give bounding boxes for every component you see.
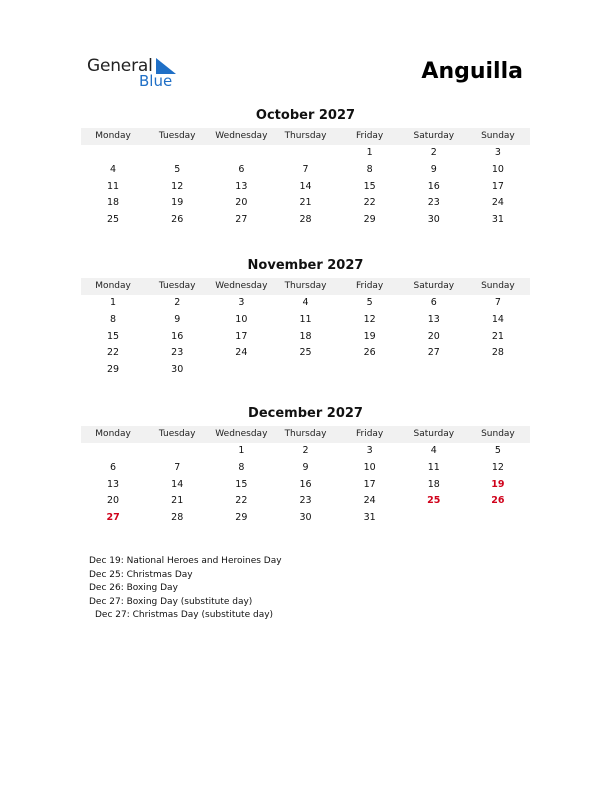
day-cell: 17 [235,330,248,342]
day-cell: 11 [107,180,120,192]
month-title: November 2027 [247,258,364,273]
day-cell: 19 [171,197,184,209]
day-cell: 29 [107,364,120,376]
weekday-header: Thursday [284,281,327,291]
day-cell: 14 [171,478,184,490]
week-row [81,312,530,329]
week-row [81,329,530,346]
day-cell: 13 [235,180,248,192]
day-cell: 12 [363,313,376,325]
day-cell: 24 [491,197,504,209]
day-cell: 28 [491,347,504,359]
day-cell: 23 [427,197,440,209]
day-cell: 23 [171,347,184,359]
day-cell [81,145,145,162]
holiday-notes [89,555,282,623]
day-cell: 27 [427,347,440,359]
day-cell: 9 [302,461,309,473]
weekday-header: Thursday [284,429,327,439]
day-cell: 21 [299,197,312,209]
day-cell: 23 [299,495,312,507]
weekday-header: Saturday [413,429,455,439]
day-cell: 4 [430,445,437,456]
weekday-header: Friday [355,429,384,439]
month-title: October 2027 [255,108,356,123]
day-cell: 19 [363,330,376,342]
holiday-note: Dec 26: Boxing Day [89,583,178,594]
day-cell [145,145,209,162]
weekday-header: Monday [95,131,131,141]
day-cell: 18 [427,478,440,490]
day-cell: 6 [238,163,245,175]
weekday-header: Tuesday [158,131,196,141]
day-cell: 29 [235,512,248,524]
month-calendar [81,406,530,527]
day-cell [402,510,466,527]
day-cell: 2 [174,297,181,308]
week-row [81,145,530,162]
day-cell: 10 [491,163,504,175]
month-title: December 2027 [248,406,363,421]
day-cell [273,362,337,379]
day-cell: 20 [107,495,120,507]
day-cell [81,443,145,460]
weekday-header: Wednesday [215,429,268,439]
day-cell: 26 [171,214,184,226]
day-cell: 15 [363,180,376,192]
month-calendar [81,258,530,379]
day-cell: 16 [427,180,440,192]
day-cell: 9 [430,163,437,175]
day-cell: 30 [171,364,184,376]
day-cell: 1 [238,445,245,456]
day-cell: 25 [107,214,120,226]
day-cell: 14 [491,313,504,325]
day-cell: 5 [174,163,181,175]
day-cell: 28 [299,214,312,226]
day-cell: 3 [238,297,245,308]
weekday-header: Saturday [413,281,455,291]
week-row [81,295,530,312]
weekday-header: Friday [355,281,384,291]
weekday-header: Friday [355,131,384,141]
weekday-header-row [81,426,530,443]
weekday-header: Tuesday [158,429,196,439]
weekday-header: Sunday [481,429,515,439]
day-cell: 6 [430,297,437,308]
holiday-note: Dec 19: National Heroes and Heroines Day [89,556,282,566]
day-cell [209,145,273,162]
month-calendar [81,108,530,229]
day-cell: 13 [107,478,120,490]
country-title: Anguilla [421,59,523,84]
day-cell: 31 [363,512,376,524]
day-cell: 2 [430,147,437,158]
day-cell: 6 [110,461,117,473]
day-cell: 22 [235,495,248,507]
day-cell: 17 [491,180,504,192]
day-cell: 20 [427,330,440,342]
day-cell: 30 [427,214,440,226]
holiday-note: Dec 25: Christmas Day [89,569,193,580]
day-cell: 4 [110,163,117,175]
day-cell: 1 [366,147,373,158]
week-row [81,162,530,179]
day-cell: 30 [299,512,312,524]
day-cell: 8 [238,461,245,473]
day-cell: 18 [299,330,312,342]
day-cell: 8 [366,163,373,175]
weekday-header: Sunday [481,281,515,291]
day-cell: 1 [110,297,117,308]
week-row [81,443,530,460]
weekday-header: Sunday [481,131,515,141]
day-cell: 22 [363,197,376,209]
day-cell: 11 [427,461,440,473]
day-cell: 19 [491,478,505,490]
week-row [81,510,530,527]
day-cell: 25 [427,495,441,507]
day-cell: 12 [171,180,184,192]
day-cell: 5 [494,445,501,456]
day-cell: 27 [106,512,120,524]
day-cell [466,510,530,527]
day-cell: 29 [363,214,376,226]
day-cell: 9 [174,313,181,325]
week-row [81,493,530,510]
week-row [81,460,530,477]
day-cell: 21 [491,330,504,342]
day-cell: 7 [302,163,309,175]
day-cell: 3 [366,445,373,456]
day-cell: 8 [110,313,117,325]
day-cell: 10 [363,461,376,473]
day-cell: 11 [299,313,312,325]
generalblue-logo [87,56,187,92]
day-cell: 21 [171,495,184,507]
day-cell: 13 [427,313,440,325]
weekday-header-row [81,128,530,145]
day-cell: 16 [299,478,312,490]
logo-text-blue: Blue [139,72,173,90]
day-cell: 12 [491,461,504,473]
day-cell: 15 [107,330,120,342]
day-cell: 16 [171,330,184,342]
day-cell [338,362,402,379]
weekday-header: Saturday [413,131,455,141]
week-row [81,362,530,379]
holiday-note: Dec 27: Boxing Day (substitute day) [89,596,253,607]
weekday-header: Wednesday [215,281,268,291]
weekday-header: Tuesday [158,281,196,291]
weekday-header-row [81,278,530,295]
day-cell: 17 [363,478,376,490]
weekday-header: Thursday [284,131,327,141]
day-cell: 24 [363,495,376,507]
logo-text-general: General [87,56,153,76]
day-cell: 3 [494,147,501,158]
weekday-header: Wednesday [215,131,268,141]
day-cell: 14 [299,180,312,192]
holiday-note: Dec 27: Christmas Day (substitute day) [95,610,274,621]
day-cell [273,145,337,162]
day-cell [209,362,273,379]
day-cell [466,362,530,379]
day-cell: 28 [171,512,184,524]
day-cell: 15 [235,478,248,490]
day-cell: 27 [235,214,248,226]
day-cell [145,443,209,460]
day-cell: 4 [302,297,309,308]
week-row [81,179,530,196]
week-row [81,477,530,494]
day-cell: 22 [107,347,120,359]
day-cell: 18 [107,197,120,209]
week-row [81,212,530,229]
weekday-header: Monday [95,429,131,439]
day-cell: 26 [363,347,376,359]
day-cell: 31 [491,214,504,226]
weekday-header: Monday [95,281,131,291]
day-cell: 5 [366,297,373,308]
day-cell [402,362,466,379]
day-cell: 24 [235,347,248,359]
day-cell: 25 [299,347,312,359]
day-cell: 7 [494,297,501,308]
day-cell: 20 [235,197,248,209]
day-cell: 10 [235,313,248,325]
week-row [81,345,530,362]
day-cell: 2 [302,445,309,456]
day-cell: 7 [174,461,181,473]
day-cell: 26 [491,495,505,507]
week-row [81,195,530,212]
